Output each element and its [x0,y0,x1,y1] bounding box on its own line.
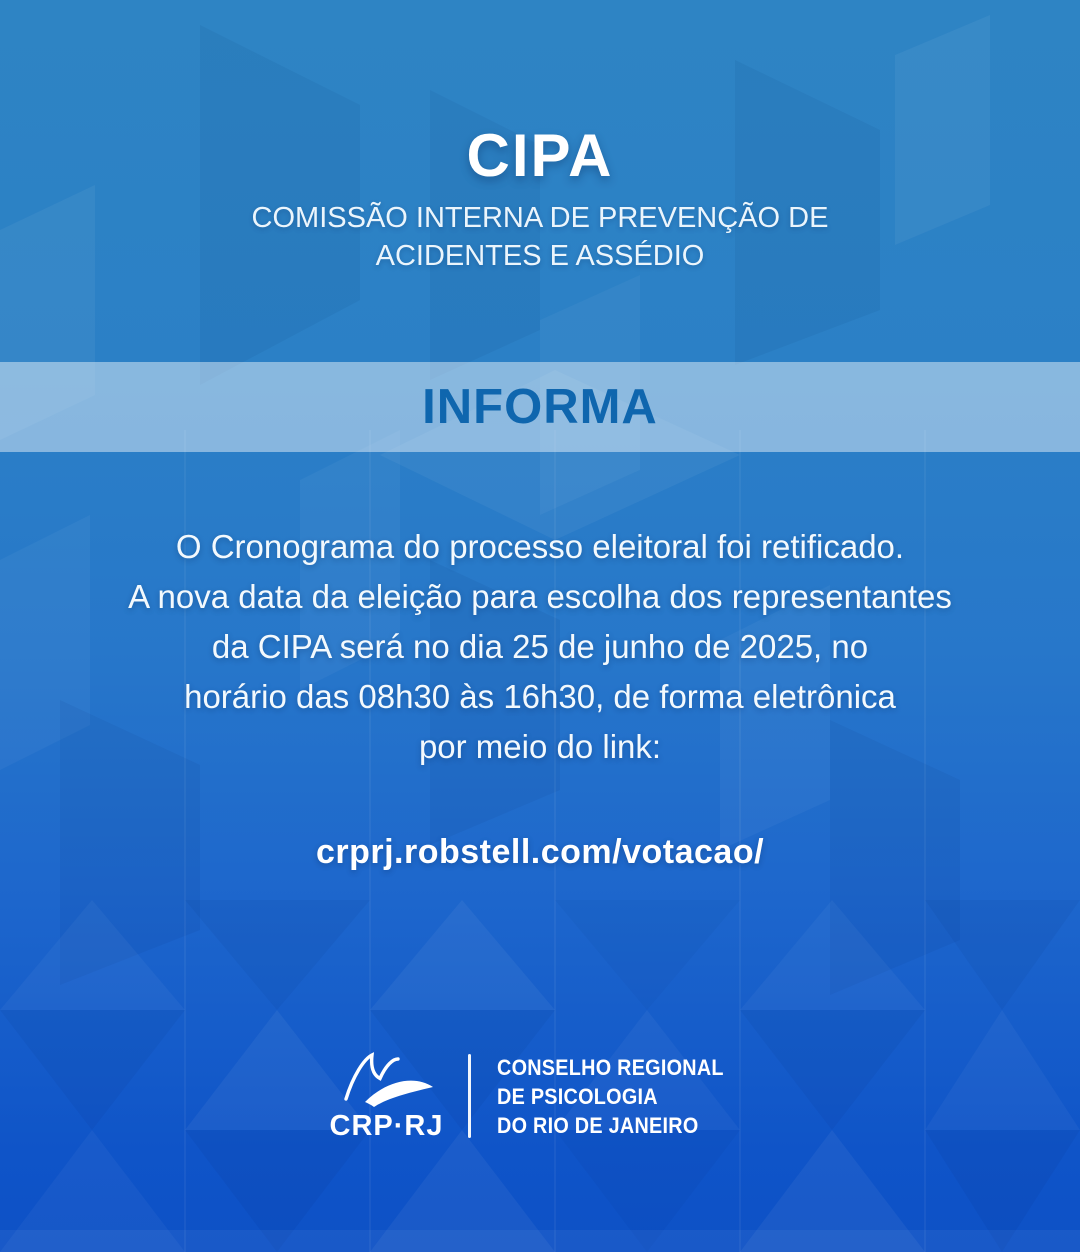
announcement-line: O Cronograma do processo eleitoral foi retificado. [175,528,905,565]
announcement-line: A nova data da eleição para escolha dos representantes [128,578,952,615]
org-acronym: CRP·RJ [329,1110,444,1142]
informa-banner-label: INFORMA [422,380,658,434]
crp-rj-logo-lockup [0,1038,1080,1154]
announcement-text [0,522,1080,772]
logo-divider [468,1054,471,1138]
org-name-line-1: CONSELHO REGIONAL [496,1054,724,1080]
org-name [497,1053,724,1140]
subtitle [0,199,1080,275]
crp-bird-logo-icon [337,1049,437,1107]
announcement-line: da CIPA será no dia 25 de junho de 2025, no [211,628,869,665]
voting-link: crprj.robstell.com/votacao/ [315,833,765,871]
org-name-line-2: DE PSICOLOGIA [496,1083,658,1109]
page-title: CIPA [466,122,614,189]
org-name-line-3: DO RIO DE JANEIRO [496,1112,699,1138]
announcement-line: por meio do link: [418,728,662,765]
informa-banner [0,362,1080,452]
announcement-line: horário das 08h30 às 16h30, de forma eletrônica [184,678,896,715]
crp-rj-logo [329,1049,444,1143]
subtitle-line-1: COMISSÃO INTERNA DE PREVENÇÃO DE [251,202,829,234]
subtitle-line-2: ACIDENTES E ASSÉDIO [375,240,705,272]
